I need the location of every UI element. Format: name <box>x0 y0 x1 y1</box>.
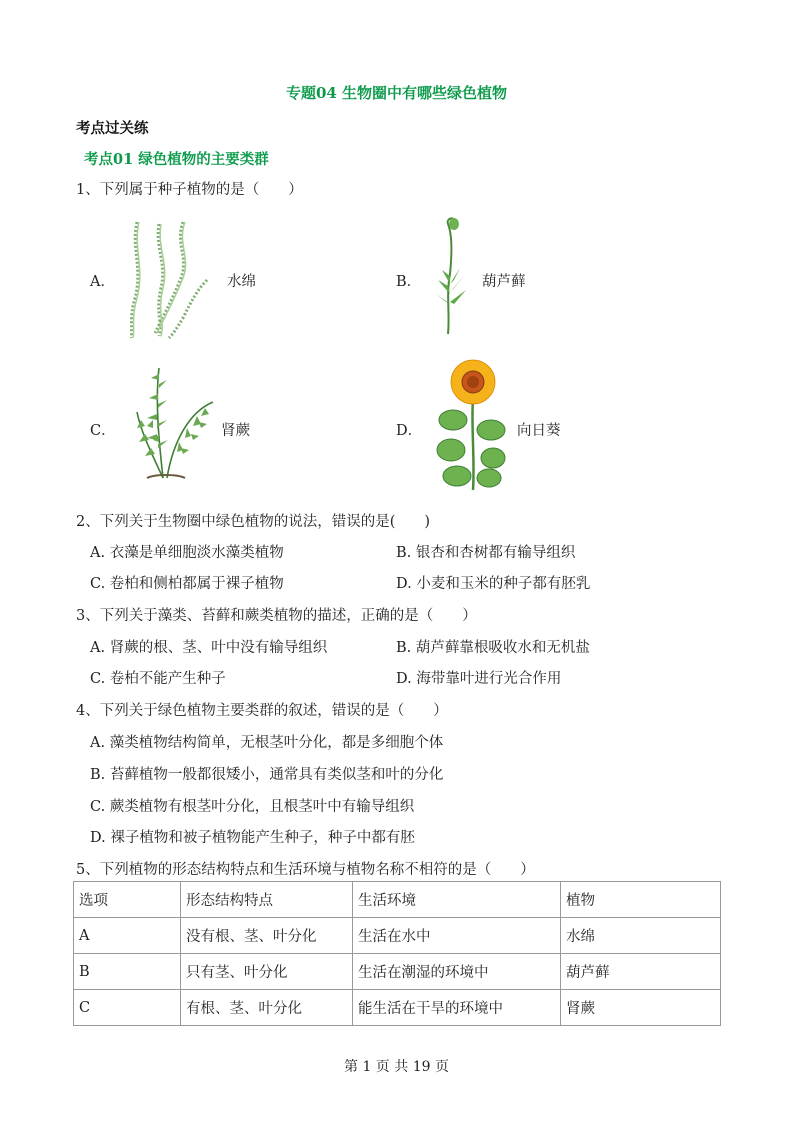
table-cell: 水绵 <box>561 918 721 954</box>
q4-option-b: B. 苔藓植物一般都很矮小，通常具有类似茎和叶的分化 <box>90 767 444 783</box>
spirogyra-image <box>125 218 215 340</box>
table-row <box>74 918 721 954</box>
table-cell: B <box>74 954 181 990</box>
page-footer: 第 1 页 共 19 页 <box>344 1059 449 1075</box>
table-cell: A <box>74 918 181 954</box>
table-cell: 有根、茎、叶分化 <box>181 990 353 1026</box>
table-row <box>74 954 721 990</box>
fern-image <box>133 362 219 486</box>
q1-option-d-name: 向日葵 <box>517 423 561 439</box>
q3-option-b: B. 葫芦藓靠根吸收水和无机盐 <box>396 640 590 656</box>
q2-option-a: A. 衣藻是单细胞淡水藻类植物 <box>90 545 284 561</box>
q3-option-d: D. 海带靠叶进行光合作用 <box>396 671 562 687</box>
q4-option-c: C. 蕨类植物有根茎叶分化，且根茎叶中有输导组织 <box>90 799 415 815</box>
q1-option-a-letter: A． <box>90 274 115 290</box>
q2-option-b: B. 银杏和杏树都有输导组织 <box>396 545 576 561</box>
section-heading: 考点过关练 <box>76 120 149 137</box>
question-2-stem: 2、下列关于生物圈中绿色植物的说法，错误的是( ) <box>76 514 431 530</box>
sunflower-image <box>433 358 513 492</box>
question-4-stem: 4、下列关于绿色植物主要类群的叙述，错误的是（ ） <box>76 703 448 719</box>
q1-option-b-name: 葫芦藓 <box>482 274 526 290</box>
q1-option-b-letter: B． <box>396 274 422 290</box>
q2-option-d: D. 小麦和玉米的种子都有胚乳 <box>396 576 591 592</box>
topic-heading: 考点01 绿色植物的主要类群 <box>84 151 269 168</box>
q1-option-d-letter: D． <box>396 423 423 439</box>
table-cell: 葫芦藓 <box>561 954 721 990</box>
q4-option-a: A. 藻类植物结构简单，无根茎叶分化，都是多细胞个体 <box>90 735 444 751</box>
table-header-cell: 植物 <box>561 882 721 918</box>
question-5-table <box>73 881 721 1026</box>
q4-option-d: D. 裸子植物和被子植物能产生种子，种子中都有胚 <box>90 830 415 846</box>
table-cell: 只有茎、叶分化 <box>181 954 353 990</box>
table-cell: 能生活在干旱的环境中 <box>353 990 561 1026</box>
table-header-row <box>74 882 721 918</box>
q3-option-a: A. 肾蕨的根、茎、叶中没有输导组织 <box>90 640 328 656</box>
moss-image <box>432 214 472 340</box>
table-cell: 生活在水中 <box>353 918 561 954</box>
q1-option-a-name: 水绵 <box>227 274 256 290</box>
table-cell: 肾蕨 <box>561 990 721 1026</box>
table-row <box>74 990 721 1026</box>
table-cell: 没有根、茎、叶分化 <box>181 918 353 954</box>
question-5-stem: 5、下列植物的形态结构特点和生活环境与植物名称不相符的是（ ） <box>76 862 535 878</box>
table-cell: C <box>74 990 181 1026</box>
table-header-cell: 选项 <box>74 882 181 918</box>
question-1-stem: 1、下列属于种子植物的是（ ） <box>76 182 303 198</box>
table-header-cell: 生活环境 <box>353 882 561 918</box>
q3-option-c: C. 卷柏不能产生种子 <box>90 671 226 687</box>
question-3-stem: 3、下列关于藻类、苔藓和蕨类植物的描述，正确的是（ ） <box>76 608 477 624</box>
table-cell: 生活在潮湿的环境中 <box>353 954 561 990</box>
q1-option-c-letter: C． <box>90 423 116 439</box>
q2-option-c: C. 卷柏和侧柏都属于裸子植物 <box>90 576 284 592</box>
q1-option-c-name: 肾蕨 <box>221 423 250 439</box>
table-header-cell: 形态结构特点 <box>181 882 353 918</box>
page-title: 专题04 生物圈中有哪些绿色植物 <box>285 84 508 102</box>
